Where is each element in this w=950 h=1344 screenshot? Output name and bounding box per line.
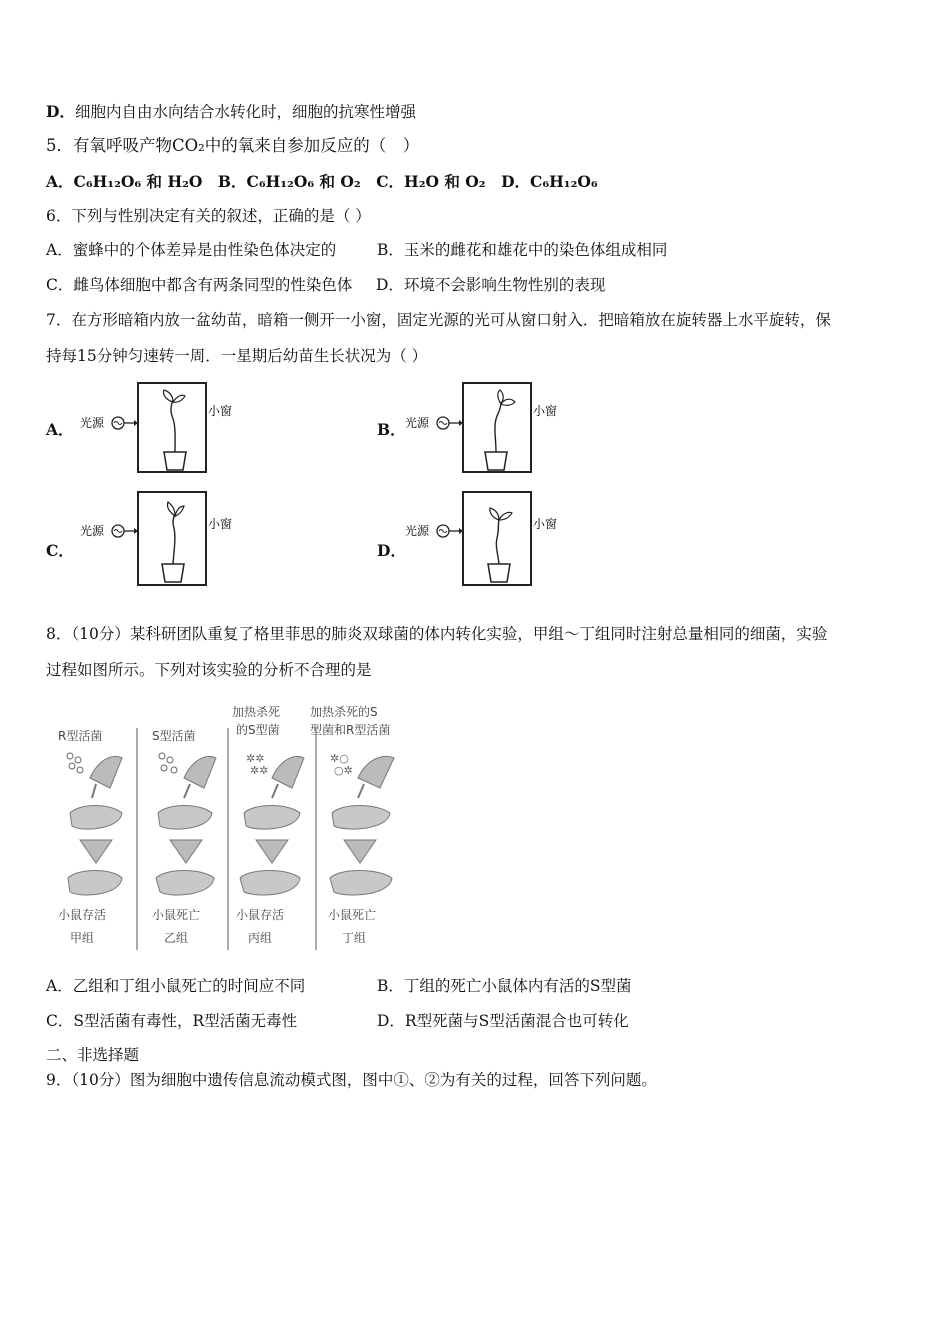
- q4-option-d: [46, 102, 416, 122]
- col-title-mixed-1: 加热杀死的S: [310, 705, 378, 719]
- q7-figure-a: [78, 380, 248, 475]
- arrow-down-icon: [170, 840, 202, 863]
- mouse-icon: [330, 871, 392, 896]
- group-label-ding: 丁组: [342, 931, 367, 945]
- seedling: [496, 518, 499, 564]
- group-yi-illustration: [156, 753, 216, 895]
- q5-options: A．C₆H₁₂O₆ 和 H₂O B．C₆H₁₂O₆ 和 O₂ C．H₂O 和 O₂ D．C₆H₁₂O₆: [46, 172, 598, 191]
- q8-option-b: B．丁组的死亡小鼠体内有活的S型菌: [377, 977, 632, 995]
- flower-pot: [162, 564, 184, 582]
- seedling: [173, 514, 175, 564]
- q8-option-c: C．S型活菌有毒性，R型活菌无毒性: [46, 1012, 298, 1030]
- q7-figure-d: [405, 490, 575, 587]
- mouse-icon: [240, 871, 300, 896]
- section-2-title: 二、非选择题: [46, 1046, 140, 1064]
- mouse-icon: [68, 871, 122, 896]
- q8-option-d: D．R型死菌与S型活菌混合也可转化: [377, 1012, 629, 1030]
- col-title-heat-killed-s-2: 的S型菌: [236, 723, 280, 737]
- q6-option-d: D．环境不会影响生物性别的表现: [376, 276, 606, 294]
- svg-text:✲○: ✲○: [330, 752, 349, 765]
- q5-stem: 5．有氧呼吸产物CO₂中的氧来自参加反应的（ ）: [46, 136, 420, 155]
- q6-option-b: B．玉米的雌花和雄花中的染色体组成相同: [377, 241, 668, 259]
- q8-option-a: A．乙组和丁组小鼠死亡的时间应不同: [46, 977, 306, 995]
- q7-option-b-label: B．: [377, 420, 406, 439]
- group-label-jia: 甲组: [70, 931, 95, 945]
- svg-text:✲✲: ✲✲: [250, 764, 269, 777]
- q8-stem-line1: 8．（10分）某科研团队重复了格里菲思的肺炎双球菌的体内转化实验，甲组～丁组同时注射总量相同的细菌，实验: [46, 625, 828, 643]
- q7-figure-b: [405, 380, 575, 475]
- q7-stem-line1: 7．在方形暗箱内放一盆幼苗，暗箱一侧开一小窗，固定光源的光可从窗口射入．把暗箱放在旋转器上水平旋转，保: [46, 311, 831, 329]
- col-title-mixed-2: 型菌和R型活菌: [310, 723, 391, 737]
- col-title-heat-killed-s-1: 加热杀死: [232, 705, 281, 719]
- q6-option-c: C．雌鸟体细胞中都含有两条同型的性染色体: [46, 276, 353, 294]
- group-jia-illustration: [67, 753, 122, 895]
- q6-option-a: A．蜜蜂中的个体差异是由性染色体决定的: [46, 241, 337, 259]
- syringe-icon: [358, 756, 394, 788]
- window-label: 小窗: [533, 517, 558, 531]
- flower-pot: [488, 564, 510, 582]
- col-title-s-live: S型活菌: [152, 729, 196, 743]
- q7-figure-c: [78, 490, 248, 587]
- q4-option-d-text: 细胞内自由水向结合水转化时，细胞的抗寒性增强: [74, 103, 416, 121]
- window-label: 小窗: [533, 404, 558, 418]
- svg-text:✲✲: ✲✲: [246, 752, 265, 765]
- mouse-icon: [332, 806, 390, 830]
- window-label: 小窗: [208, 517, 233, 531]
- mouse-icon: [156, 871, 214, 896]
- group-label-bing: 丙组: [248, 931, 273, 945]
- dark-box: [463, 383, 531, 472]
- arrow-down-icon: [256, 840, 288, 863]
- q7-stem-line2: 持每15分钟匀速转一周．一星期后幼苗生长状况为（ ）: [46, 347, 428, 365]
- flower-pot: [485, 452, 507, 470]
- arrow-down-icon: [80, 840, 112, 863]
- mouse-icon: [70, 806, 122, 830]
- seedling: [171, 400, 175, 452]
- outcome-bing: 小鼠存活: [236, 908, 285, 922]
- light-source-label: 光源: [80, 524, 105, 538]
- mouse-icon: [244, 806, 300, 830]
- q8-stem-line2: 过程如图所示。下列对该实验的分析不合理的是: [46, 661, 372, 679]
- syringe-icon: [184, 756, 216, 788]
- seedling: [495, 402, 501, 452]
- window-label: 小窗: [208, 404, 233, 418]
- q7-option-a-label: A．: [46, 420, 74, 439]
- flower-pot: [164, 452, 186, 470]
- outcome-yi: 小鼠死亡: [152, 908, 201, 922]
- mouse-icon: [158, 806, 212, 830]
- outcome-ding: 小鼠死亡: [328, 908, 377, 922]
- syringe-icon: [90, 756, 122, 788]
- arrow-down-icon: [344, 840, 376, 863]
- group-ding-illustration: [330, 752, 394, 895]
- q9-stem: 9．（10分）图为细胞中遗传信息流动模式图，图中①、②为有关的过程，回答下列问题。: [46, 1071, 657, 1089]
- light-source-label: 光源: [80, 416, 105, 430]
- light-source-label: 光源: [405, 416, 430, 430]
- q7-option-d-label: D．: [377, 541, 406, 560]
- q7-option-c-label: C．: [46, 541, 74, 560]
- svg-text:○✲: ○✲: [334, 764, 353, 777]
- light-source-label: 光源: [405, 524, 430, 538]
- outcome-jia: 小鼠存活: [58, 908, 107, 922]
- q8-experiment-figure: [50, 698, 415, 950]
- group-bing-illustration: [240, 752, 304, 895]
- group-label-yi: 乙组: [164, 931, 189, 945]
- col-title-r-live: R型活菌: [58, 729, 103, 743]
- q6-stem: 6．下列与性别决定有关的叙述，正确的是（ ）: [46, 207, 371, 225]
- syringe-icon: [272, 756, 304, 788]
- q4-option-d-label: D．: [46, 102, 75, 121]
